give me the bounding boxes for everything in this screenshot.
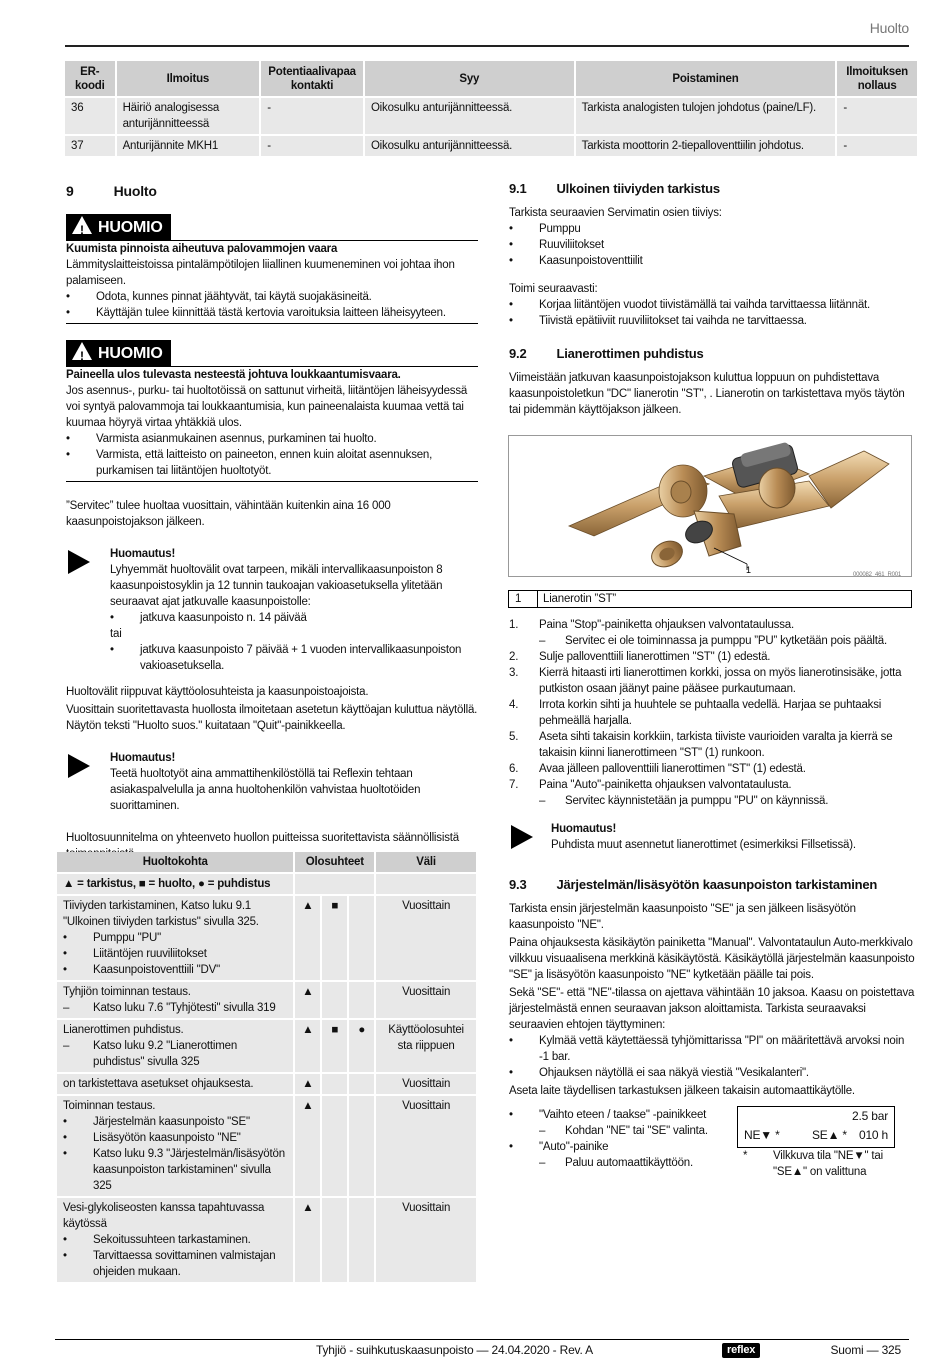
note-text: Lyhyemmät huoltovälit ovat tarpeen, mikäli intervallikaasunpoiston 8 kaasunpoistosyklin ja 12 tunnin taukoajan vakioasetuksella ylitetään seuraavat ajat jatkuvalle kaasunpoistolle: <box>110 564 443 608</box>
button-desc: – Kohdan "NE" tai "SE" valinta. <box>509 1123 739 1139</box>
left-column <box>66 183 478 862</box>
note-3 <box>509 821 915 853</box>
symbol-cell: ■ <box>322 1020 347 1072</box>
table-row <box>57 1074 476 1094</box>
maint-item-text: on tarkistettava asetukset ohjauksesta. <box>63 1078 254 1090</box>
note-title: Huomautus! <box>551 823 617 835</box>
list-item: • Tiivistä epätiiviit ruuviliitokset tai vaihda ne tarvittaessa. <box>509 313 915 329</box>
lcd-display <box>737 1106 895 1148</box>
interval-cell: Vuosittain <box>376 1074 476 1094</box>
step-text: Sulje palloventtiili lianerottimen "ST" (1) edestä. <box>539 651 771 663</box>
step-number: 6. <box>509 763 519 775</box>
table-cell: - <box>261 98 363 134</box>
table-row <box>57 982 476 1018</box>
list-item: • Kaasunpoistoventtiilit <box>509 253 915 269</box>
warning-item: • Varmista asianmukainen asennus, purkaminen tai huolto. <box>66 431 478 447</box>
note-text: Teetä huoltotyöt aina ammattihenkilöstöllä tai Reflexin tehtaan asiakaspalvelulla ja anna huoltohenkilön vahvistaa huoltotöiden suorittaminen. <box>110 768 421 812</box>
header-rule <box>65 45 909 47</box>
paragraph: Huoltosuunnitelma on yhteenveto huollon puitteissa suoritettavista säännöllisistä <box>66 832 459 844</box>
symbol-cell <box>322 1074 347 1094</box>
maint-item-text: Lianerottimen puhdistus. <box>63 1024 184 1036</box>
legend-cell: ▲ = tarkistus, ■ = huolto, ● = puhdistus <box>57 874 293 894</box>
note-arrow-icon <box>511 825 533 849</box>
table-cell: Oikosulku anturijännitteessä. <box>365 98 574 134</box>
button-desc: – Paluu automaattikäyttöön. <box>509 1155 739 1171</box>
warning-text: Lämmityslaitteistoissa pintalämpötilojen liiallinen kuumeneminen voi johtaa ihon palamiseen. <box>66 259 455 287</box>
symbol-cell <box>322 982 347 1018</box>
step-text: Irrota korkin sihti ja huuhtele se puhtaalla vedellä. Harjaa se puhtaaksi pehmeällä harjalla. <box>539 699 882 727</box>
strainer-figure <box>508 435 912 577</box>
section-header: Huolto <box>869 20 909 36</box>
interval-cell: Vuosittain <box>376 896 476 980</box>
step-text: Paina "Auto"-painiketta ohjauksen valvontataulusta. <box>539 779 792 791</box>
symbol-cell: ▲ <box>295 896 320 980</box>
reflex-logo: reflex <box>722 1343 760 1358</box>
maint-item <box>57 1074 293 1094</box>
table-row <box>65 136 917 156</box>
note-text: Puhdista muut asennetut lianerottimet (esimerkiksi Fillsetissä). <box>551 839 856 851</box>
table-cell: - <box>837 98 917 134</box>
note-title: Huomautus! <box>110 548 176 560</box>
table-row <box>57 1020 476 1072</box>
paragraph: Aseta laite täydellisen tarkastuksen jälkeen takaisin automaattikäytölle. <box>509 1085 855 1097</box>
interval-cell: Vuosittain <box>376 1096 476 1196</box>
step-number: 4. <box>509 699 519 711</box>
maint-item <box>57 1198 293 1282</box>
interval-cell: Käyttöolosuhtei sta riippuen <box>376 1020 476 1072</box>
maint-bullet: • Järjestelmän kaasunpoisto "SE" <box>63 1114 287 1130</box>
warning-item: • Käyttäjän tulee kiinnittää tästä kertovia varoituksia laitteen läheisyyteen. <box>66 305 478 321</box>
figure-caption <box>508 590 912 608</box>
table-cell: - <box>837 136 917 156</box>
lcd-note <box>743 1148 903 1180</box>
right-column-lower <box>509 617 915 1099</box>
note-1 <box>66 546 478 674</box>
list-item: • Kylmää vettä käytettäessä tyhjömittarissa "PI" on määritettävä arvoksi noin -1 bar. <box>509 1033 915 1065</box>
lcd-hours: 010 h <box>858 1128 888 1142</box>
step-item <box>509 665 915 697</box>
maint-item-text: Tiiviyden tarkistaminen, Katso luku 9.1 "Ulkoinen tiiviyden tarkistus" sivulla 325. <box>63 900 259 928</box>
step-item <box>509 649 915 665</box>
step-text: Aseta sihti takaisin korkkiin, tarkista tiiviste vaurioiden varalta ja kierrä se takaisin kiinni lianerottimeen "ST" (1) runkoon. <box>539 731 893 759</box>
strainer-drawing <box>509 436 912 577</box>
maint-header: Olosuhteet <box>295 852 374 872</box>
paragraph: Vuosittain suoritettavasta huollosta ilmoitetaan asetetun käyttöajan kuluttua näytöllä. Näytön teksti "Huolto suos." kuitataan "Quit"-painikkeella. <box>66 704 478 732</box>
symbol-cell: ▲ <box>295 1020 320 1072</box>
error-table-header: Ilmoitus <box>117 61 260 96</box>
step-sub: – Servitec käynnistetään ja pumppu "PU" on käynnissä. <box>509 793 915 809</box>
table-cell: 37 <box>65 136 115 156</box>
step-item <box>509 729 915 761</box>
warning-badge: ! HUOMIO <box>66 340 171 367</box>
symbol-cell: ▲ <box>295 982 320 1018</box>
step-item <box>509 761 915 777</box>
empty-cell <box>295 874 374 894</box>
step-item <box>509 617 915 633</box>
footer-rule <box>55 1339 909 1340</box>
section-9-3-heading: 9.3 Järjestelmän/lisäsyötön kaasunpoiston tarkistaminen <box>509 877 878 892</box>
error-table-header: Poistaminen <box>576 61 836 96</box>
right-column <box>509 181 915 418</box>
maint-bullet: • Liitäntöjen ruuviliitokset <box>63 946 287 962</box>
section-9-1-heading: 9.1 Ulkoinen tiiviyden tarkistus <box>509 181 720 196</box>
symbol-cell: ▲ <box>295 1198 320 1282</box>
footer-doc: Tyhjiö - suihkutuskaasunpoisto — 24.04.2020 - Rev. A <box>316 1343 593 1357</box>
maint-item <box>57 1096 293 1196</box>
error-table-header: ER-koodi <box>65 61 115 96</box>
error-table-header: Ilmoituksen nollaus <box>837 61 917 96</box>
table-cell: 36 <box>65 98 115 134</box>
symbol-cell <box>349 1198 374 1282</box>
symbol-cell: ■ <box>322 896 347 980</box>
interval-cell: Vuosittain <box>376 982 476 1018</box>
maint-item-text: Tyhjiön toiminnan testaus. <box>63 986 191 998</box>
warning-text: Jos asennus-, purku- tai huoltotöissä on sattunut virheitä, liitäntöjen läheisyydessä voi syntyä palovammoja tai loukkaantumisia, kun paineenalaista kuumaa vettä tai kuumaa höyryä virtaa yhtäkkiä ulos. <box>66 385 468 429</box>
servitec-text: ”Servitec” tulee huoltaa vuosittain, vähintään kuitenkin aina 16 000 kaasunpoistojakson jälkeen. <box>66 500 391 528</box>
section-9-heading: 9 Huolto <box>66 183 157 199</box>
button-item: • "Auto"-painike <box>509 1139 739 1155</box>
note-arrow-icon <box>68 550 90 574</box>
figure-label: 1 <box>746 565 751 575</box>
step-number: 2. <box>509 651 519 663</box>
table-cell: Tarkista analogisten tulojen johdotus (paine/LF). <box>576 98 836 134</box>
maint-bullet: • Pumppu "PU" <box>63 930 287 946</box>
symbol-cell <box>349 982 374 1018</box>
note-title: Huomautus! <box>110 752 176 764</box>
symbol-cell <box>349 896 374 980</box>
lcd-note-star: * <box>743 1150 748 1162</box>
caption-number: 1 <box>515 593 522 605</box>
button-list <box>509 1107 739 1171</box>
maint-item-text: Vesi-glykoliseosten kanssa tapahtuvassa käytössä <box>63 1202 265 1230</box>
step-text: Paina "Stop"-painiketta ohjauksen valvontataulussa. <box>539 619 794 631</box>
step-number: 5. <box>509 731 519 743</box>
symbol-cell: ▲ <box>295 1074 320 1094</box>
warning-item: • Varmista, että laitteisto on paineeton, ennen kuin aloitat asennuksen, purkamisen tai liitäntöjen huoltotyöt. <box>66 447 478 479</box>
paragraph: Toimi seuraavasti: <box>509 283 598 295</box>
step-item <box>509 777 915 793</box>
paragraph: Viimeistään jatkuvan kaasunpoistojakson kuluttua loppuun on puhdistettava kaasunpoistoletkun "DC" lianerotin "ST", . Lianerotin on tarkistettava myös täytön tai pidemmän käyttöjakson jälkeen. <box>509 372 905 416</box>
maint-item-text: Toiminnan testaus. <box>63 1100 156 1112</box>
error-table-header: Syy <box>365 61 574 96</box>
step-number: 1. <box>509 619 519 631</box>
table-cell: Häiriö analogisessa anturijännitteessä <box>117 98 260 134</box>
warning-triangle-icon: ! <box>72 216 92 234</box>
table-cell: - <box>261 136 363 156</box>
warning-title: Paineella ulos tulevasta nesteestä johtuva loukkaantumisvaara. <box>66 369 401 381</box>
table-row <box>57 896 476 980</box>
note-or: tai <box>110 628 122 640</box>
button-item: • "Vaihto eteen / taakse" -painikkeet <box>509 1107 739 1123</box>
paragraph: Tarkista seuraavien Servimatin osien tiiviys: <box>509 207 722 219</box>
step-item <box>509 697 915 729</box>
note-2 <box>66 750 478 814</box>
lcd-pressure: 2.5 bar <box>852 1109 888 1123</box>
error-table-header: Potentiaalivapaa kontakti <box>261 61 363 96</box>
interval-cell: Vuosittain <box>376 1198 476 1282</box>
note-item: • jatkuva kaasunpoisto 7 päivää + 1 vuoden intervallikaasunpoiston vakioasetuksella. <box>110 642 478 674</box>
table-row <box>57 1198 476 1282</box>
list-item: • Ruuviliitokset <box>509 237 915 253</box>
section-9-2-heading: 9.2 Lianerottimen puhdistus <box>509 346 704 361</box>
empty-cell <box>376 874 476 894</box>
lcd-se: SE▲ * <box>812 1128 847 1142</box>
table-cell: Oikosulku anturijännitteessä. <box>365 136 574 156</box>
maint-dash: – Katso luku 7.6 "Tyhjötesti" sivulla 319 <box>63 1000 287 1016</box>
maint-bullet: • Katso luku 9.3 "Järjestelmän/lisäsyötön kaasunpoiston tarkistaminen" sivulla 325 <box>63 1146 287 1194</box>
symbol-cell <box>322 1198 347 1282</box>
warning-2 <box>66 340 478 482</box>
step-text: Kierrä hitaasti irti lianerottimen korkki, jossa on myös lianerotinsisäke, jotta putkiston osaan jäänyt paine pääsee purkautumaan. <box>539 667 902 695</box>
note-arrow-icon <box>68 754 90 778</box>
step-sub: – Servitec ei ole toiminnassa ja pumppu ”PU” kytketään pois päältä. <box>509 633 915 649</box>
step-number: 3. <box>509 667 519 679</box>
warning-item: • Odota, kunnes pinnat jäähtyvät, tai käytä suojakäsineitä. <box>66 289 478 305</box>
warning-title: Kuumista pinnoista aiheutuva palovammojen vaara <box>66 243 338 255</box>
symbol-cell: ● <box>349 1020 374 1072</box>
step-number: 7. <box>509 779 519 791</box>
list-item: • Ohjauksen näytöllä ei saa näkyä viestiä "Vesikalanteri". <box>509 1065 915 1081</box>
warning-badge: ! HUOMIO <box>66 214 171 241</box>
maint-bullet: • Sekoitussuhteen tarkastaminen. <box>63 1232 287 1248</box>
legend-row <box>57 874 476 894</box>
table-cell: Tarkista moottorin 2-tiepalloventtiilin johdotus. <box>576 136 836 156</box>
maint-item <box>57 982 293 1018</box>
paragraph: Tarkista ensin järjestelmän kaasunpoisto "SE" ja sen jälkeen lisäsyötön kaasunpoisto "NE". <box>509 903 856 931</box>
error-table <box>63 59 919 158</box>
maint-header: Huoltokohta <box>57 852 293 872</box>
maint-bullet: • Tarvittaessa sovittaminen valmistajan ohjeiden mukaan. <box>63 1248 287 1280</box>
caption-text: Lianerotin ”ST” <box>543 593 617 605</box>
note-item: • jatkuva kaasunpoisto n. 14 päivää <box>110 610 478 626</box>
maint-bullets <box>63 1232 287 1280</box>
maint-bullet: • Kaasunpoistoventtiili "DV" <box>63 962 287 978</box>
paragraph: Paina ohjauksesta käsikäytön painiketta "Manual". Valvontataulun Auto-merkkivalo vilkkuu visuaalisena merkkinä käsikäytöstä. Käsikäytöllä järjestelmän kaasunpoisto "SE" ja lisäsyötön kaasunpoisto "NE" kytketään päälle tai pois. <box>509 937 915 981</box>
maintenance-table <box>55 850 478 1284</box>
lcd-note-text: Vilkkuva tila "NE▼" tai "SE▲" on valittuna <box>773 1150 883 1178</box>
symbol-cell <box>349 1074 374 1094</box>
maint-dash: – Katso luku 9.2 "Lianerottimen puhdistus" sivulla 325 <box>63 1038 287 1070</box>
maint-bullets <box>63 930 287 978</box>
footer-page: Suomi — 325 <box>830 1343 901 1357</box>
symbol-cell: ▲ <box>295 1096 320 1196</box>
maint-item <box>57 1020 293 1072</box>
warning-1 <box>66 214 478 324</box>
list-item: • Pumppu <box>509 221 915 237</box>
warning-triangle-icon: ! <box>72 342 92 360</box>
symbol-cell <box>322 1096 347 1196</box>
maint-item <box>57 896 293 980</box>
figure-code: 000082_461_R001 <box>853 572 902 577</box>
paragraph: Sekä "SE"- että "NE"-tilassa on ajettava vähintään 10 jaksoa. Kaasu on poistettava järjestelmästä ennen seuraavan jakson aloittamista. Tarkista seuraavaksi seuraavien ehtojen täyttyminen: <box>509 987 915 1031</box>
table-row <box>57 1096 476 1196</box>
maint-header: Väli <box>376 852 476 872</box>
paragraph: Huoltovälit riippuvat käyttöolosuhteista ja kaasunpoistoajoista. <box>66 686 369 698</box>
maint-bullet: • Lisäsyötön kaasunpoisto "NE" <box>63 1130 287 1146</box>
table-cell: Anturijännite MKH1 <box>117 136 260 156</box>
maint-bullets <box>63 1114 287 1194</box>
step-text: Avaa jälleen palloventtiili lianerottimen "ST" (1) edestä. <box>539 763 806 775</box>
table-row <box>65 98 917 134</box>
list-item: • Korjaa liitäntöjen vuodot tiivistämällä tai vaihda tarvittaessa liitännät. <box>509 297 915 313</box>
lcd-ne: NE▼ * <box>744 1128 780 1142</box>
symbol-cell <box>349 1096 374 1196</box>
